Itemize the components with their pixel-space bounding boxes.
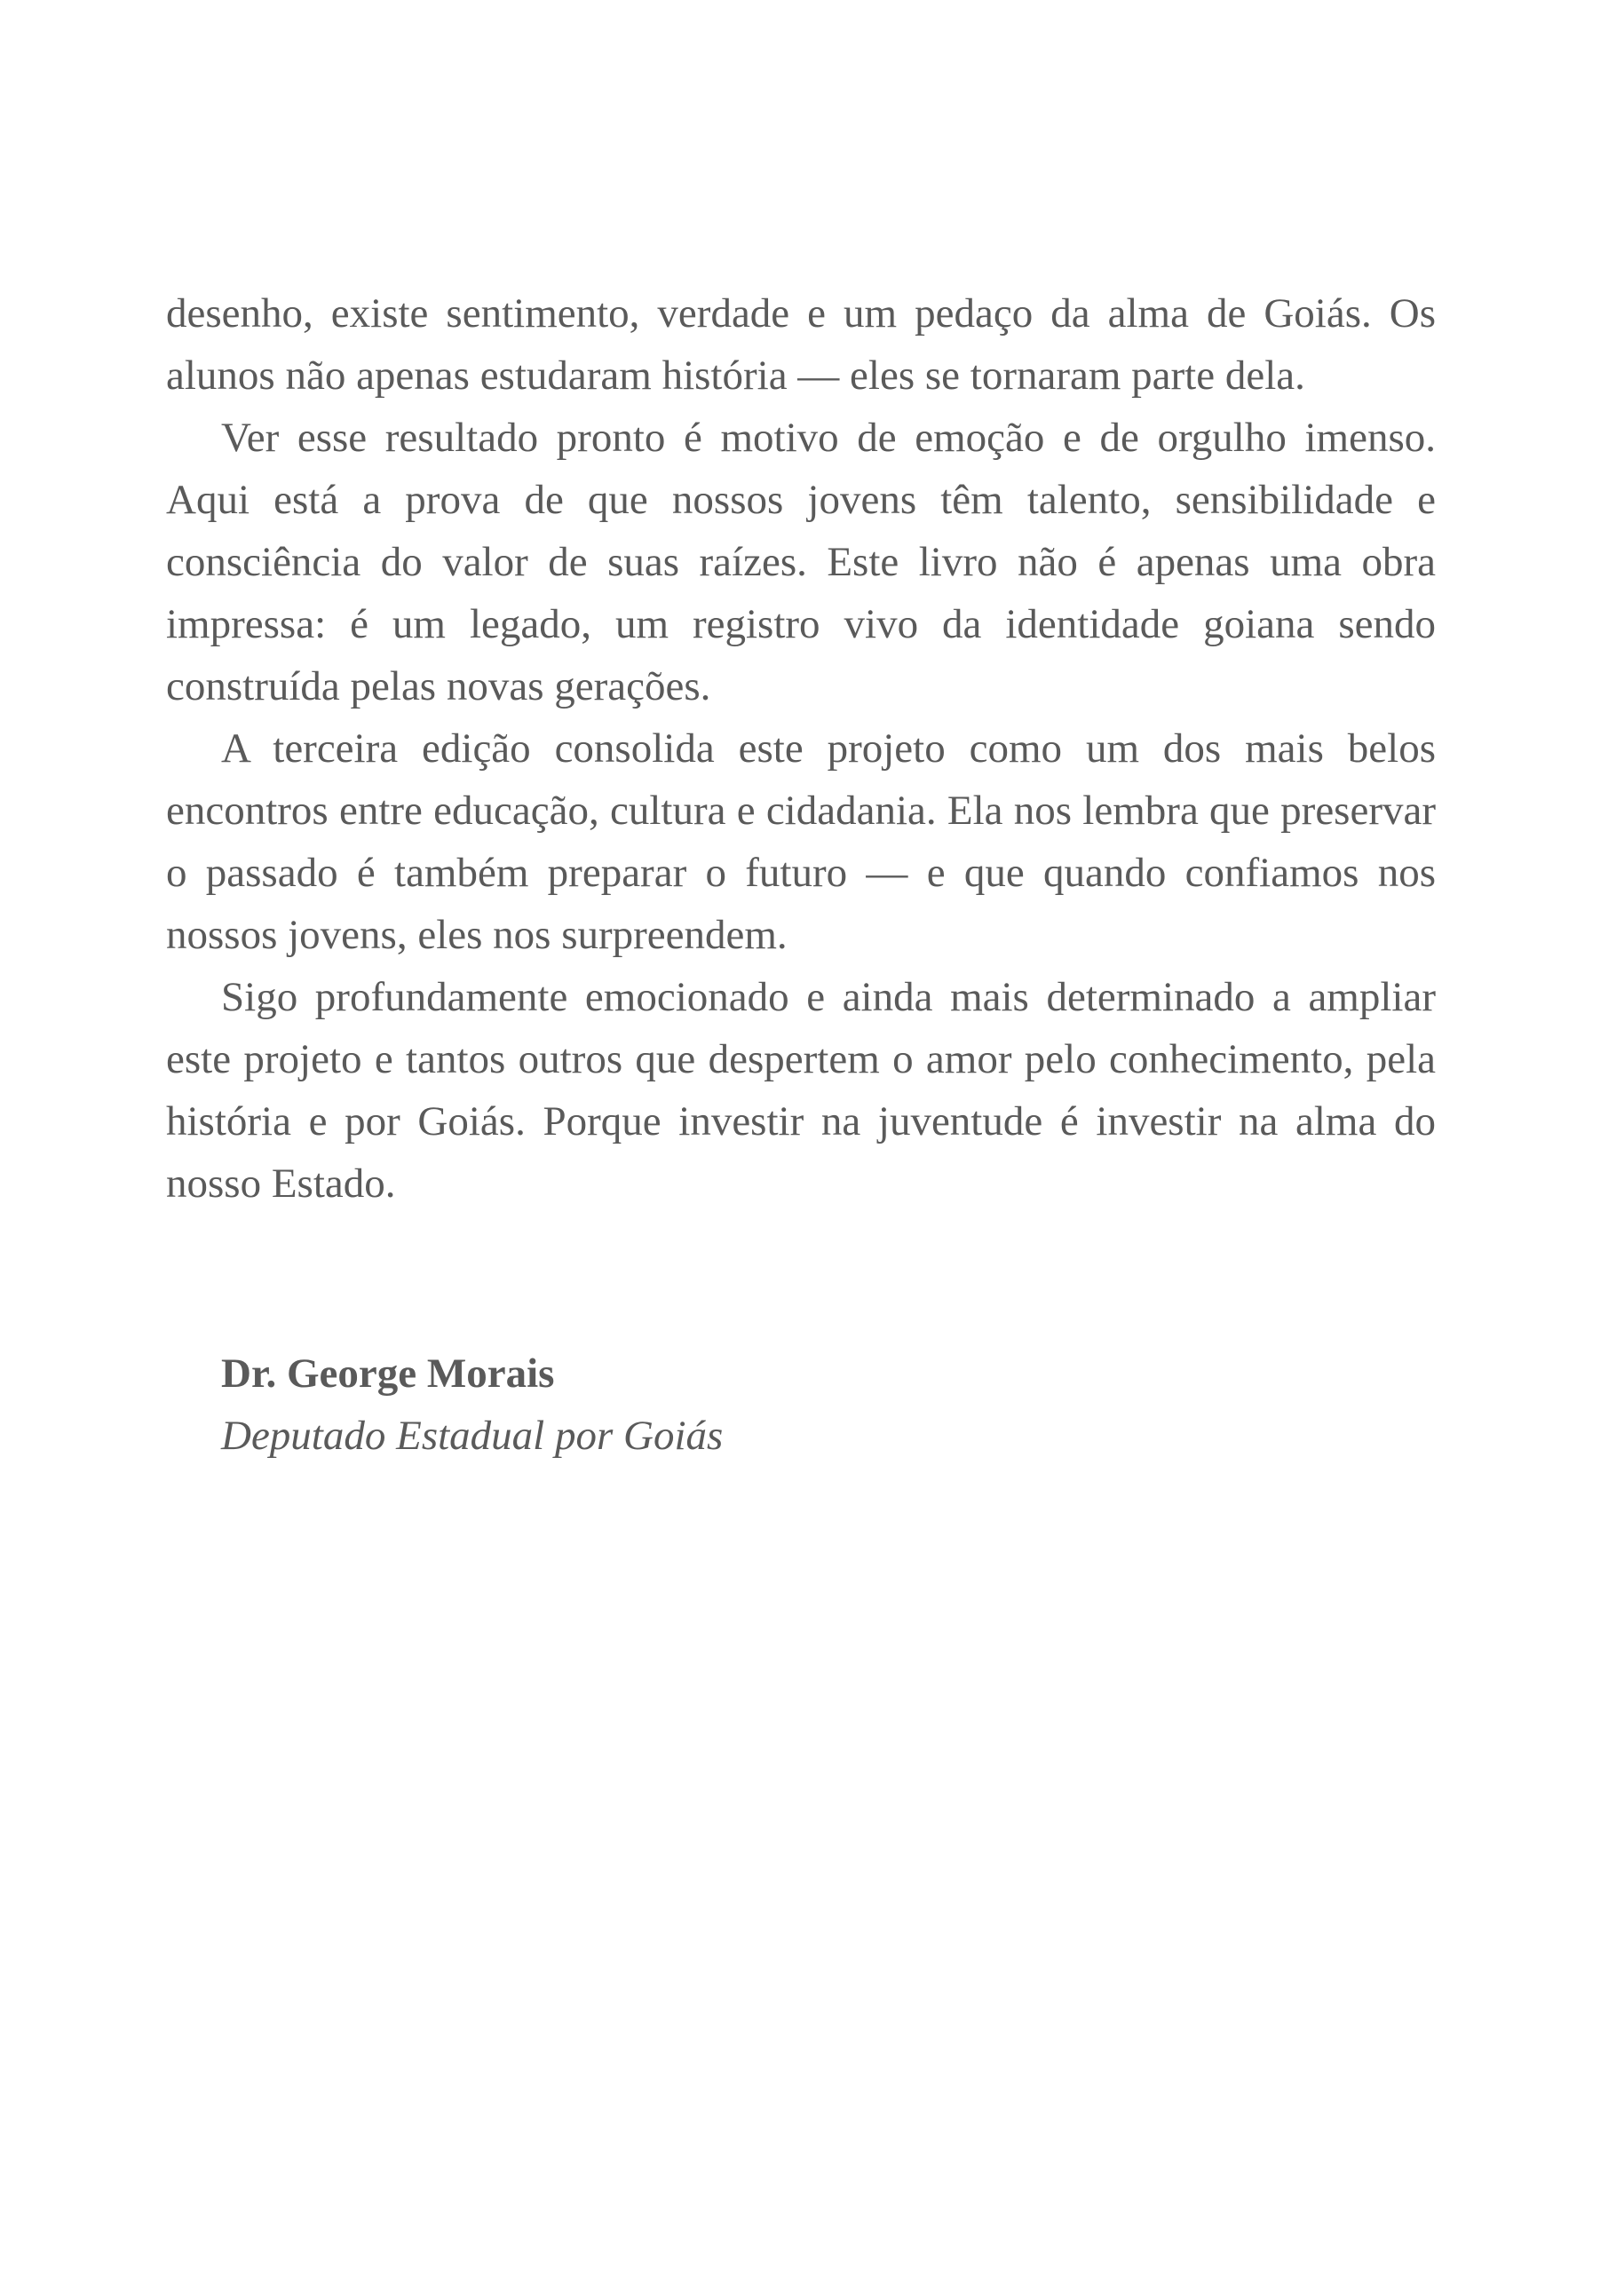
signature-name: Dr. George Morais (221, 1350, 555, 1397)
paragraph-result: Ver esse resultado pronto é motivo de emoção e de orgulho imenso. Aqui está a prova de que nossos jovens têm talento, sensibilidade e consciência do valor de suas raízes. Este livro não é apenas uma obra impressa: é um legado, um registro vivo da identidade goiana sendo construída pelas novas gerações. (166, 415, 1436, 709)
signature-role: Deputado Estadual por Goiás (221, 1413, 724, 1459)
paragraph-continuation: desenho, existe sentimento, verdade e um pedaço da alma de Goiás. Os alunos não apenas estudaram história — eles se tornaram parte dela. (166, 290, 1436, 399)
paragraph-third-edition: A terceira edição consolida este projeto como um dos mais belos encontros entre educação, cultura e cidadania. Ela nos lembra que preservar o passado é também preparar o futuro — e que quando confiamos nos nossos jovens, eles nos surpreendem. (166, 725, 1436, 958)
paragraph-closing: Sigo profundamente emocionado e ainda mais determinado a ampliar este projeto e tantos outros que despertem o amor pelo conhecimento, pela história e por Goiás. Porque investir na juventude é investir na alma do nosso Estado. (166, 974, 1436, 1207)
signature-block (221, 1342, 1375, 1467)
letter-body (166, 282, 1436, 1215)
